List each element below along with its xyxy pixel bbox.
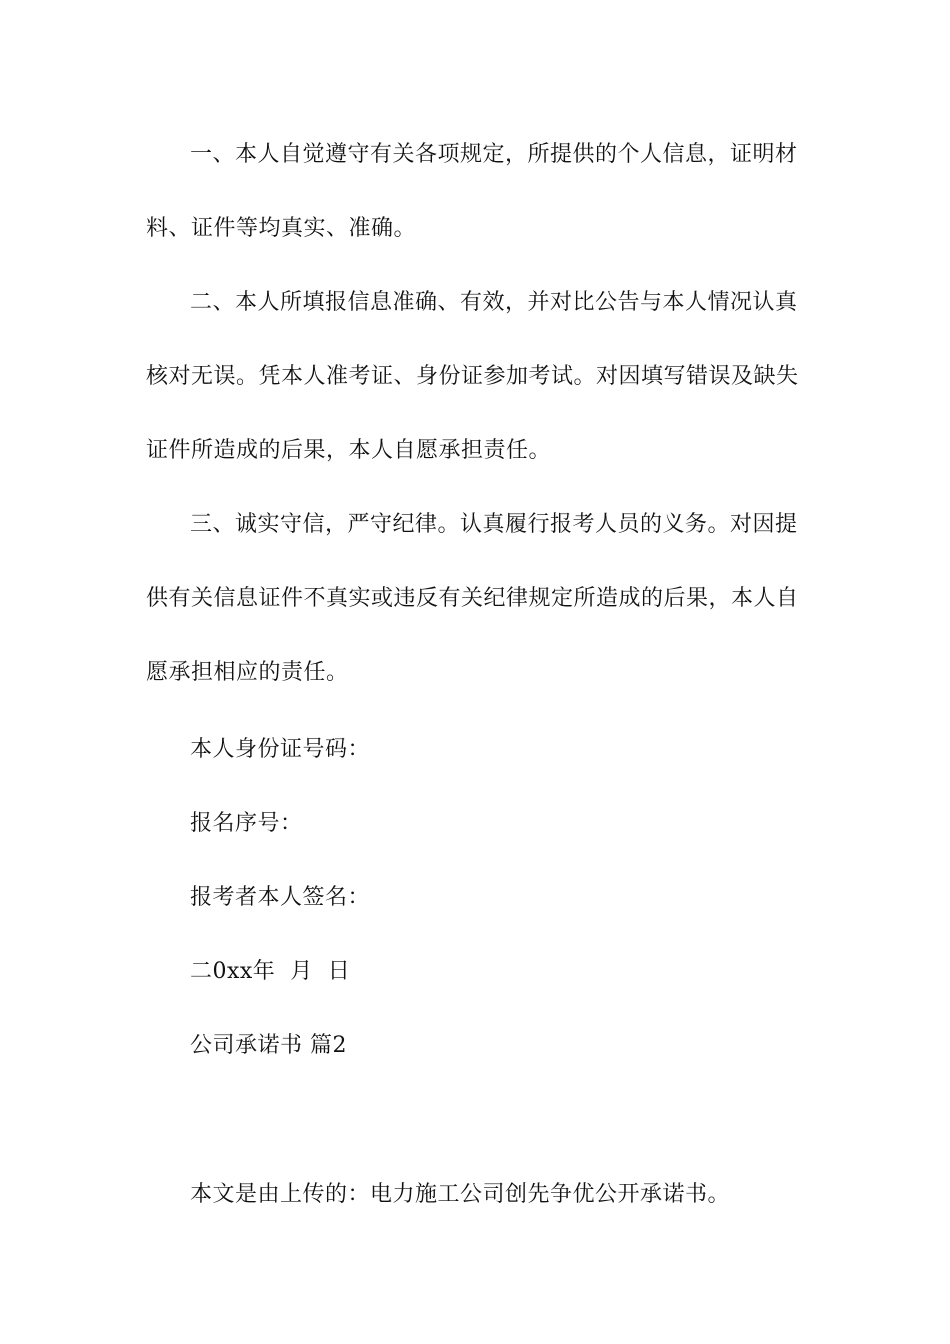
- paragraph-1: 一、本人自觉遵守有关各项规定，所提供的个人信息，证明材料、证件等均真实、准确。: [146, 142, 798, 241]
- paragraph-3: 三、诚实守信，严守纪律。认真履行报考人员的义务。对因提供有关信息证件不真实或违反有关纪律规定所造成的后果，本人自愿承担相应的责任。: [146, 512, 799, 685]
- footer-note: 本文是由上传的：电力施工公司创先争优公开承诺书。: [190, 1182, 731, 1207]
- date-line: 二0xx年 月 日: [190, 959, 351, 984]
- id-number-label: 本人身份证号码：: [190, 737, 371, 762]
- paragraph-2: 二、本人所填报信息准确、有效，并对比公告与本人情况认真核对无误。凭本人准考证、身份证参加考试。对因填写错误及缺失证件所造成的后果，本人自愿承担责任。: [146, 290, 799, 463]
- signature-label: 报考者本人签名：: [190, 885, 371, 910]
- registration-number-label: 报名序号：: [190, 811, 303, 836]
- section-heading: 公司承诺书 篇2: [190, 1033, 347, 1058]
